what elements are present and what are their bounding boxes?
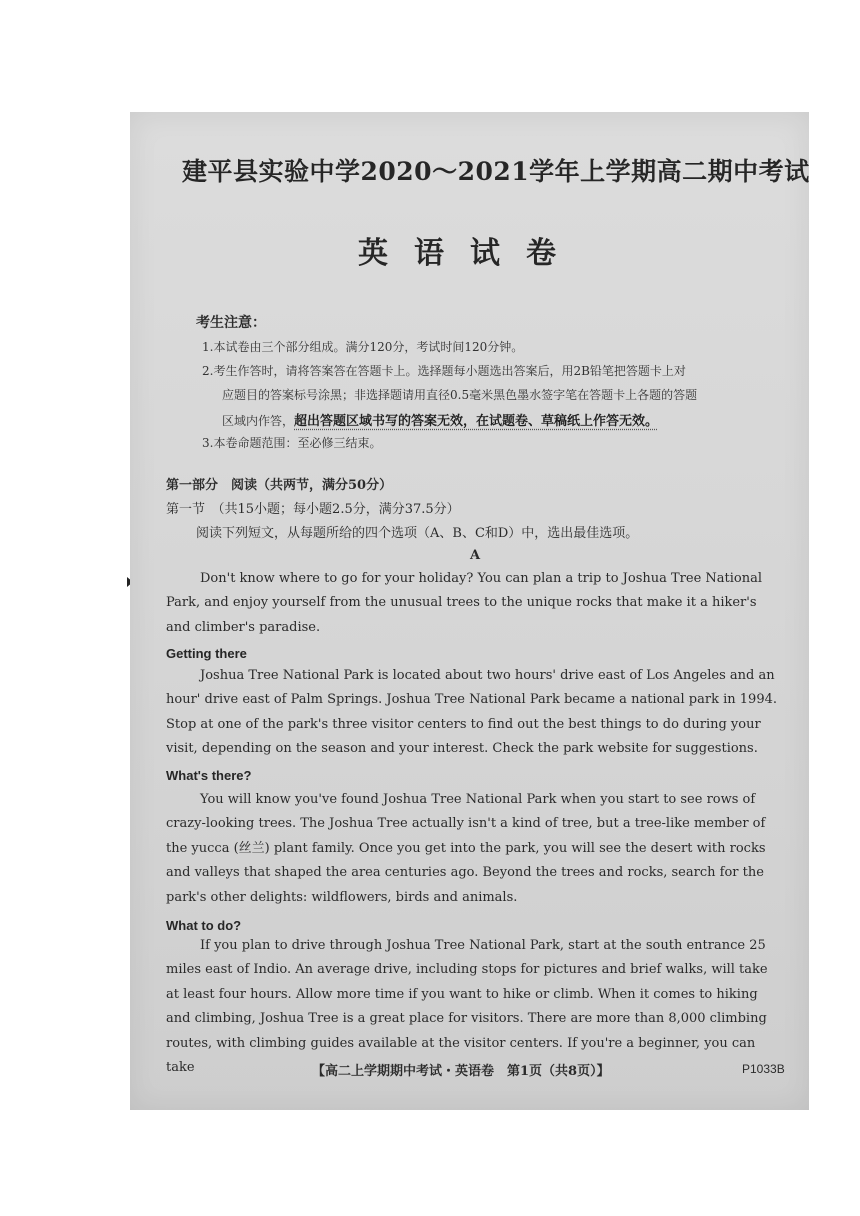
exam-paper-sheet bbox=[130, 112, 809, 1110]
paragraph-getting-there: Joshua Tree National Park is located about two hours' drive east of Los Angeles and an hour' drive east of Palm Springs. Joshua Tree National Park became a national park in 1994. Stop at one of the park's three visitor centers to find out the best things to do during your visit, depending on the season and your interest. Check the park website for suggestions. bbox=[166, 668, 777, 757]
exam-title: 建平县实验中学2020～2021学年上学期高二期中考试 bbox=[182, 157, 810, 186]
page-footer: 【高二上学期期中考试・英语卷 第1页（共8页）】 bbox=[312, 1064, 610, 1079]
reading-instruction: 阅读下列短文，从每题所给的四个选项（A、B、C和D）中，选出最佳选项。 bbox=[196, 526, 639, 541]
notice-item-3: 3.本卷命题范围：至必修三结束。 bbox=[202, 436, 382, 450]
exam-subtitle: 英语试卷 bbox=[358, 236, 582, 271]
notice-item-1: 1.本试卷由三个部分组成。满分120分，考试时间120分钟。 bbox=[202, 340, 524, 354]
notice-heading: 考生注意： bbox=[196, 315, 266, 331]
paragraph-what-to-do: If you plan to drive through Joshua Tree National Park, start at the south entrance 25 miles east of Indio. An average drive, including stops for pictures and brief walks, will take at least four hours. Allow more time if you want to hike or climb. When it comes to hiking and climbing, Joshua Tree is a great place for visitors. There are more than 8,000 climbing routes, with climbing guides available at the visitor centers. If you're a beginner, you can take bbox=[166, 938, 768, 1076]
section-heading-whats-there: What's there? bbox=[166, 768, 252, 783]
notice-item-2-line-3 bbox=[222, 410, 658, 429]
section-heading-what-to-do: What to do? bbox=[166, 918, 242, 933]
notice-item-2-plain: 区域内作答， bbox=[222, 414, 295, 428]
paper-code: P1033B bbox=[742, 1062, 785, 1076]
notice-item-2-line-2: 应题目的答案标号涂黑；非选择题请用直径0.5毫米黑色墨水签字笔在答题卡上各题的答题 bbox=[222, 388, 698, 402]
notice-item-2-line-1: 2.考生作答时，请将答案答在答题卡上。选择题每小题选出答案后，用2B铅笔把答题卡上对 bbox=[202, 364, 686, 378]
section-1-heading: 第一节 （共15小题；每小题2.5分，满分37.5分） bbox=[166, 502, 460, 517]
notice-item-2-emphasis: 超出答题区域书写的答案无效，在试题卷、草稿纸上作答无效。 bbox=[294, 414, 659, 429]
passage-label: A bbox=[470, 548, 481, 563]
part-1-heading: 第一部分 阅读（共两节，满分50分） bbox=[166, 478, 393, 493]
paragraph-whats-there: You will know you've found Joshua Tree National Park when you start to see rows of crazy-looking trees. The Joshua Tree actually isn't a kind of tree, but a tree-like member of the yucca (丝兰) plant family. Once you get into the park, you will see the desert with rocks and valleys that shaped the area centuries ago. Beyond the trees and rocks, search for the park's other delights: wildflowers, birds and animals. bbox=[166, 792, 766, 905]
passage-intro: Don't know where to go for your holiday? You can plan a trip to Joshua Tree National Park, and enjoy yourself from the unusual trees to the unique rocks that make it a hiker's and climber's paradise. bbox=[166, 571, 763, 635]
section-heading-getting-there: Getting there bbox=[166, 646, 247, 661]
